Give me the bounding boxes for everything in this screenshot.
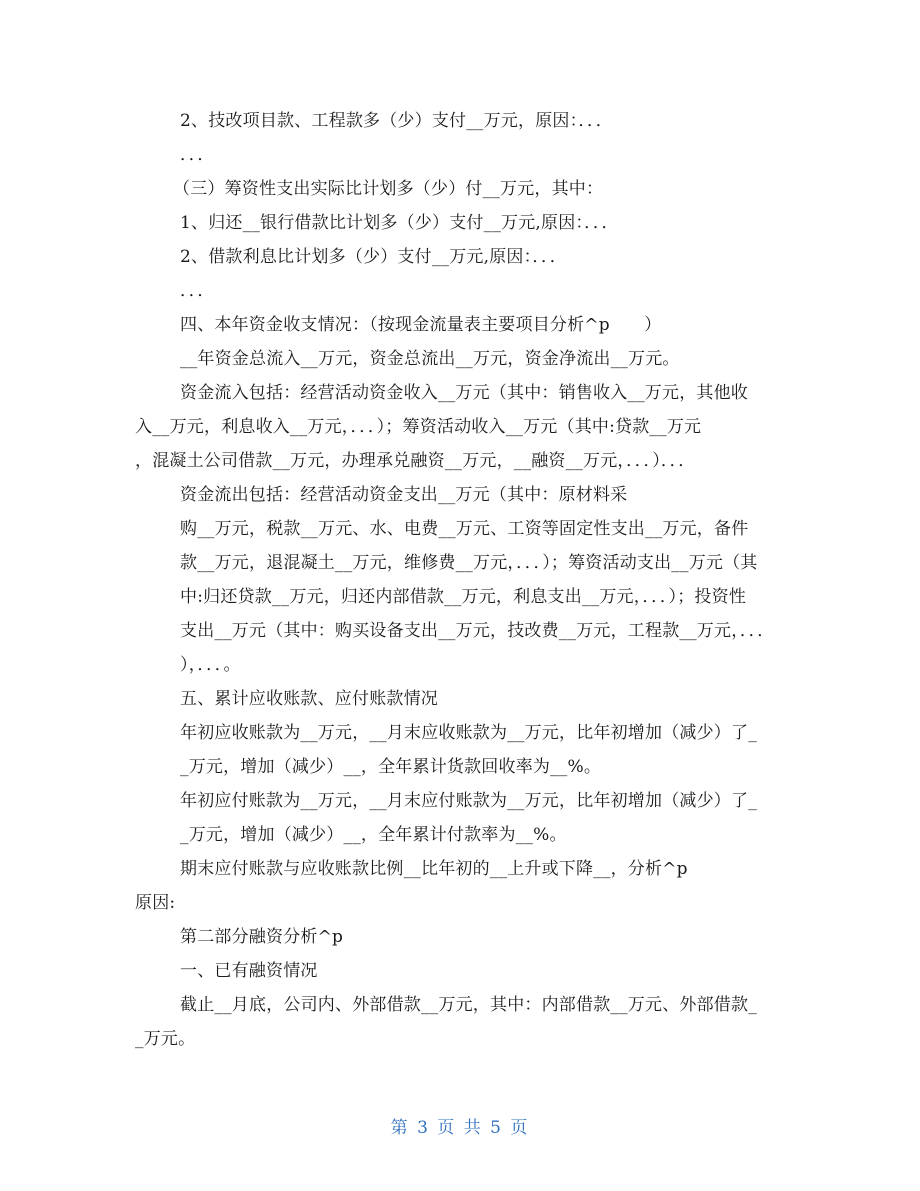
body-line-12: 资金流出包括：经营活动资金支出__万元（其中：原材料采 bbox=[180, 485, 628, 505]
document-body bbox=[135, 104, 787, 1056]
body-line-22: _万元，增加（减少）__，全年累计付款率为__%。 bbox=[180, 825, 567, 845]
body-line-9: 资金流入包括：经营活动资金收入__万元（其中：销售收入__万元，其他收 bbox=[180, 383, 748, 403]
section-heading-4: 四、本年资金收支情况：（按现金流量表主要项目分析^p ） bbox=[180, 315, 662, 335]
body-line-8: __年资金总流入__万元，资金总流出__万元，资金净流出__万元。 bbox=[180, 349, 680, 369]
section-heading-1: 一、已有融资情况 bbox=[180, 961, 318, 981]
body-line-11: ，混凝土公司借款__万元，办理承兑融资__万元，__融资__万元，．．．）．．． bbox=[135, 451, 696, 471]
body-line-21: 年初应付账款为__万元，__月末应付账款为__万元，比年初增加（减少）了_ bbox=[180, 791, 757, 811]
body-line-13: 购__万元，税款__万元、水、电费__万元、工资等固定性支出__万元，备件 bbox=[180, 519, 749, 539]
body-line-16: 支出__万元（其中：购买设备支出__万元，技改费__万元，工程款__万元，．．． bbox=[180, 621, 775, 641]
body-line-2: ．．． bbox=[180, 145, 215, 165]
body-line-19: 年初应收账款为__万元，__月末应收账款为__万元，比年初增加（减少）了_ bbox=[180, 723, 757, 743]
body-line-27: 截止__月底，公司内、外部借款__万元，其中：内部借款__万元、外部借款_ bbox=[180, 995, 757, 1015]
body-line-28: _万元。 bbox=[135, 1029, 196, 1049]
body-line-6: ．．． bbox=[180, 281, 215, 301]
page-number-footer: 第 3 页 共 5 页 bbox=[390, 1118, 530, 1138]
body-line-17: ），．．．。 bbox=[180, 655, 241, 675]
body-line-24: 原因: bbox=[135, 893, 176, 913]
section-heading-5: 五、累计应收账款、应付账款情况 bbox=[180, 689, 438, 709]
body-line-23: 期末应付账款与应收账款比例__比年初的__上升或下降__，分析^p bbox=[180, 859, 688, 879]
part-heading-2: 第二部分融资分析^p bbox=[180, 927, 344, 947]
body-line-10: 入__万元，利息收入__万元，．．．）；筹资活动收入__万元（其中:贷款__万元 bbox=[135, 417, 702, 437]
body-line-20: _万元，增加（减少）__，全年累计货款回收率为__%。 bbox=[180, 757, 602, 777]
body-line-5: 2、借款利息比计划多（少）支付__万元,原因：．．． bbox=[180, 247, 567, 267]
body-line-1: 2、技改项目款、工程款多（少）支付__万元，原因：．．． bbox=[180, 111, 613, 131]
body-line-15: 中:归还贷款__万元，归还内部借款__万元，利息支出__万元，．．．）；投资性 bbox=[180, 587, 747, 607]
body-line-4: 1、归还__银行借款比计划多（少）支付__万元,原因：．．． bbox=[180, 213, 619, 233]
section-heading-3: （三）筹资性支出实际比计划多（少）付__万元，其中： bbox=[173, 179, 604, 199]
body-line-14: 款__万元，退混凝土__万元，维修费__万元，．．．）；筹资活动支出__万元（其 bbox=[180, 553, 758, 573]
